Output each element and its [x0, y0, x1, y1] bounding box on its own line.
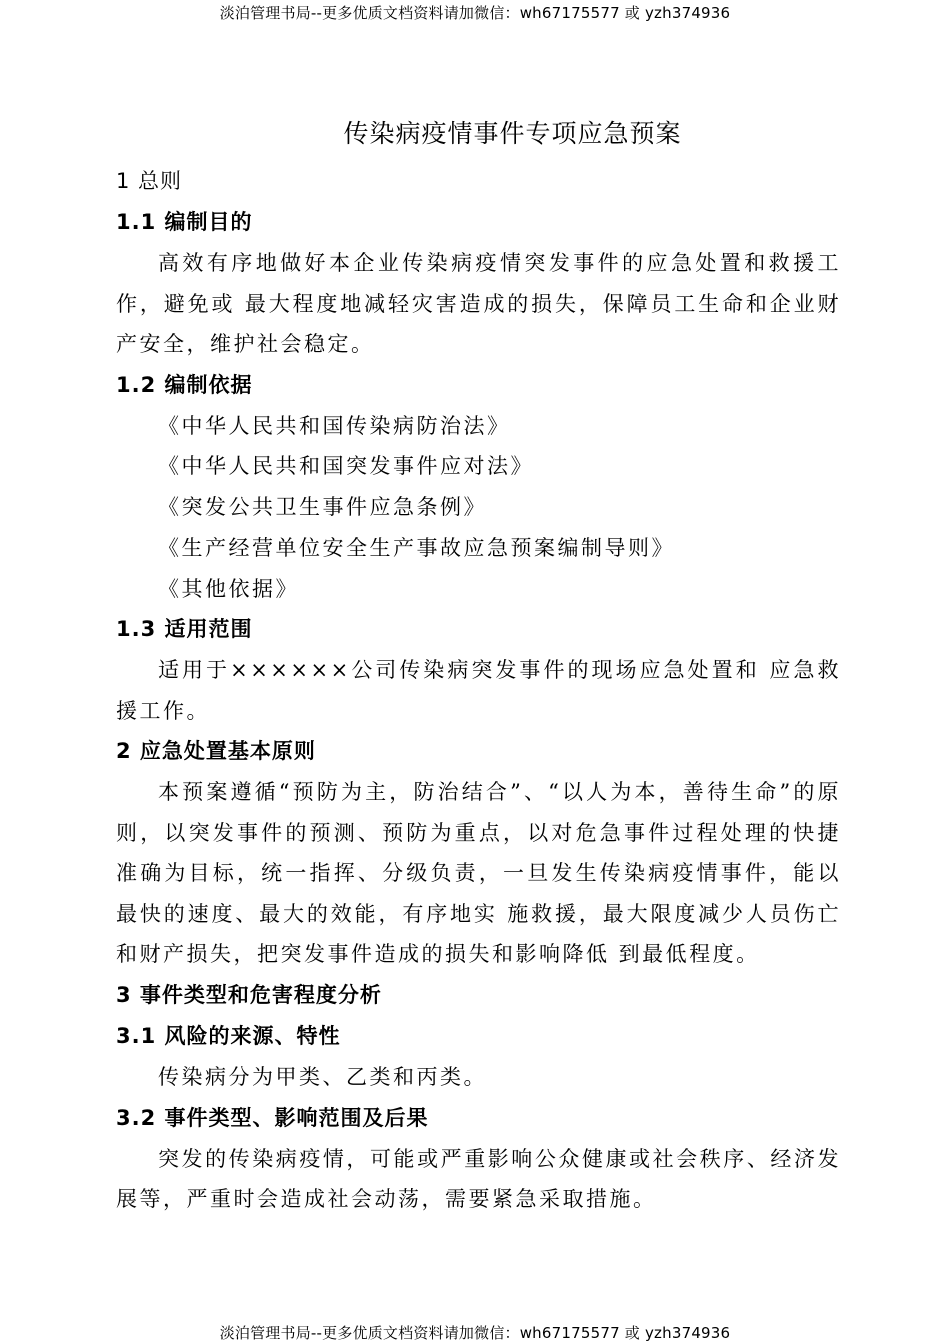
section-1-heading: 1 总则	[116, 169, 183, 193]
reference-item: 《突发公共卫生事件应急条例》	[158, 495, 487, 520]
document-title: 传染病疫情事件专项应急预案	[343, 119, 682, 148]
document-body	[116, 161, 841, 1220]
section-2-heading: 2 应急处置基本原则	[116, 739, 316, 764]
reference-item: 《其他依据》	[158, 576, 299, 601]
section-1-2-heading: 1.2 编制依据	[116, 372, 253, 397]
section-3-2-body: 突发的传染病疫情，可能或严重影响公众健康或社会秩序、经济发展等，严重时会造成社会动荡，需要紧急采取措施。	[116, 1146, 841, 1212]
page-header-note: 淡泊管理书局--更多优质文档资料请加微信：wh67175577 或 yzh374936	[219, 4, 731, 22]
section-3-2-heading: 3.2 事件类型、影响范围及后果	[116, 1105, 429, 1130]
section-3-1-body: 传染病分为甲类、乙类和丙类。	[158, 1064, 487, 1089]
section-1-3-body: 适用于××××××公司传染病突发事件的现场应急处置和 应急救援工作。	[116, 658, 841, 723]
reference-item: 《生产经营单位安全生产事故应急预案编制导则》	[158, 535, 675, 560]
section-3-heading: 3 事件类型和危害程度分析	[116, 982, 382, 1007]
section-1-3-heading: 1.3 适用范围	[116, 617, 253, 642]
page-footer-note: 淡泊管理书局--更多优质文档资料请加微信：wh67175577 或 yzh374936	[219, 1324, 731, 1342]
reference-list	[116, 406, 841, 610]
reference-item: 《中华人民共和国传染病防治法》	[158, 413, 511, 438]
section-1-1-heading: 1.1 编制目的	[116, 210, 253, 234]
section-3-1-heading: 3.1 风险的来源、特性	[116, 1023, 341, 1048]
reference-item: 《中华人民共和国突发事件应对法》	[158, 454, 534, 479]
section-2-body: 本预案遵循“预防为主，防治结合”、“以人为本，善待生命”的原则，以突发事件的预测、预防为重点，以对危急事件过程处理的快捷准确为目标，统一指挥、分级负责，一旦发生传染病疫情事件，能以最快的速度、最大的效能，有序地实 施救援，最大限度减少人员伤亡和财产损失，把突发事件造成的损失和影响降低 到最低程度。	[116, 780, 841, 967]
section-1-1-body: 高效有序地做好本企业传染病疫情突发事件的应急处置和救援工作，避免或 最大程度地减轻灾害造成的损失，保障员工生命和企业财产安全，维护社会稳定。	[116, 251, 841, 356]
